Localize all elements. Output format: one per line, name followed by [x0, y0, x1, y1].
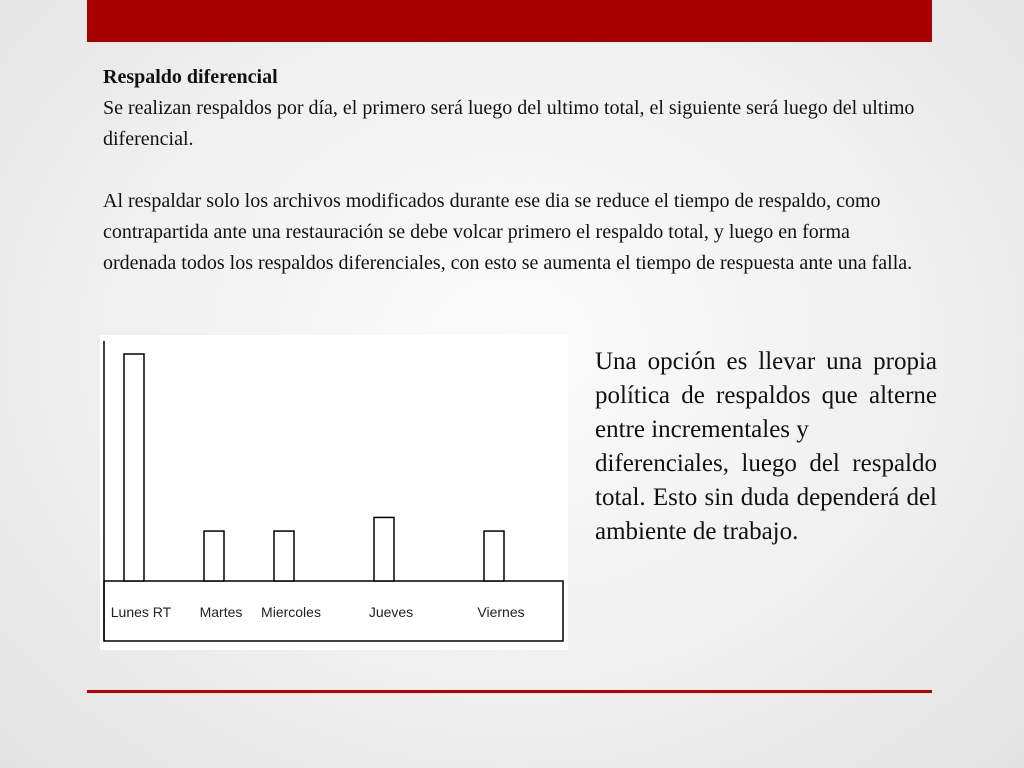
body-text	[103, 62, 928, 279]
tick-label-viernes: Viernes	[477, 604, 525, 620]
tick-label-martes: Martes	[199, 604, 243, 620]
bar-jueves	[374, 517, 394, 581]
chart-svg	[100, 335, 568, 650]
bar-viernes	[484, 531, 504, 581]
chart-tick-labels	[111, 604, 525, 620]
footer-accent-rule	[87, 690, 932, 693]
bar-lunes-rt	[124, 354, 144, 581]
section-heading: Respaldo diferencial	[103, 66, 278, 88]
paragraph-1: Se realizan respaldos por día, el primero será luego del ultimo total, el siguiente será luego del ultimo diferencial.	[103, 97, 915, 150]
paragraph-2: Al respaldar solo los archivos modificados durante ese dia se reduce el tiempo de respaldo, como contrapartida ante una restauración se debe volcar primero el respaldo total, y luego en forma ordenada todos los respaldos diferenciales, con esto se aumenta el tiempo de respuesta ante una falla.	[103, 190, 913, 274]
header-accent-bar	[87, 0, 932, 42]
tick-label-lunes-rt: Lunes RT	[110, 604, 172, 620]
paragraph-gap	[103, 155, 928, 186]
side-note-part-1: Una opción es llevar una propia política de respaldos que alterne entre incrementales y	[595, 348, 937, 443]
tick-label-jueves: Jueves	[368, 604, 414, 620]
chart-bars	[124, 354, 504, 581]
side-note	[595, 345, 937, 549]
side-note-part-2: diferenciales, luego del respaldo total. Esto sin duda dependerá del ambiente de trabajo.	[595, 450, 937, 545]
backup-size-chart	[100, 335, 568, 650]
bar-miercoles	[274, 531, 294, 581]
tick-label-miercoles: Miercoles	[261, 604, 321, 620]
bar-martes	[204, 531, 224, 581]
